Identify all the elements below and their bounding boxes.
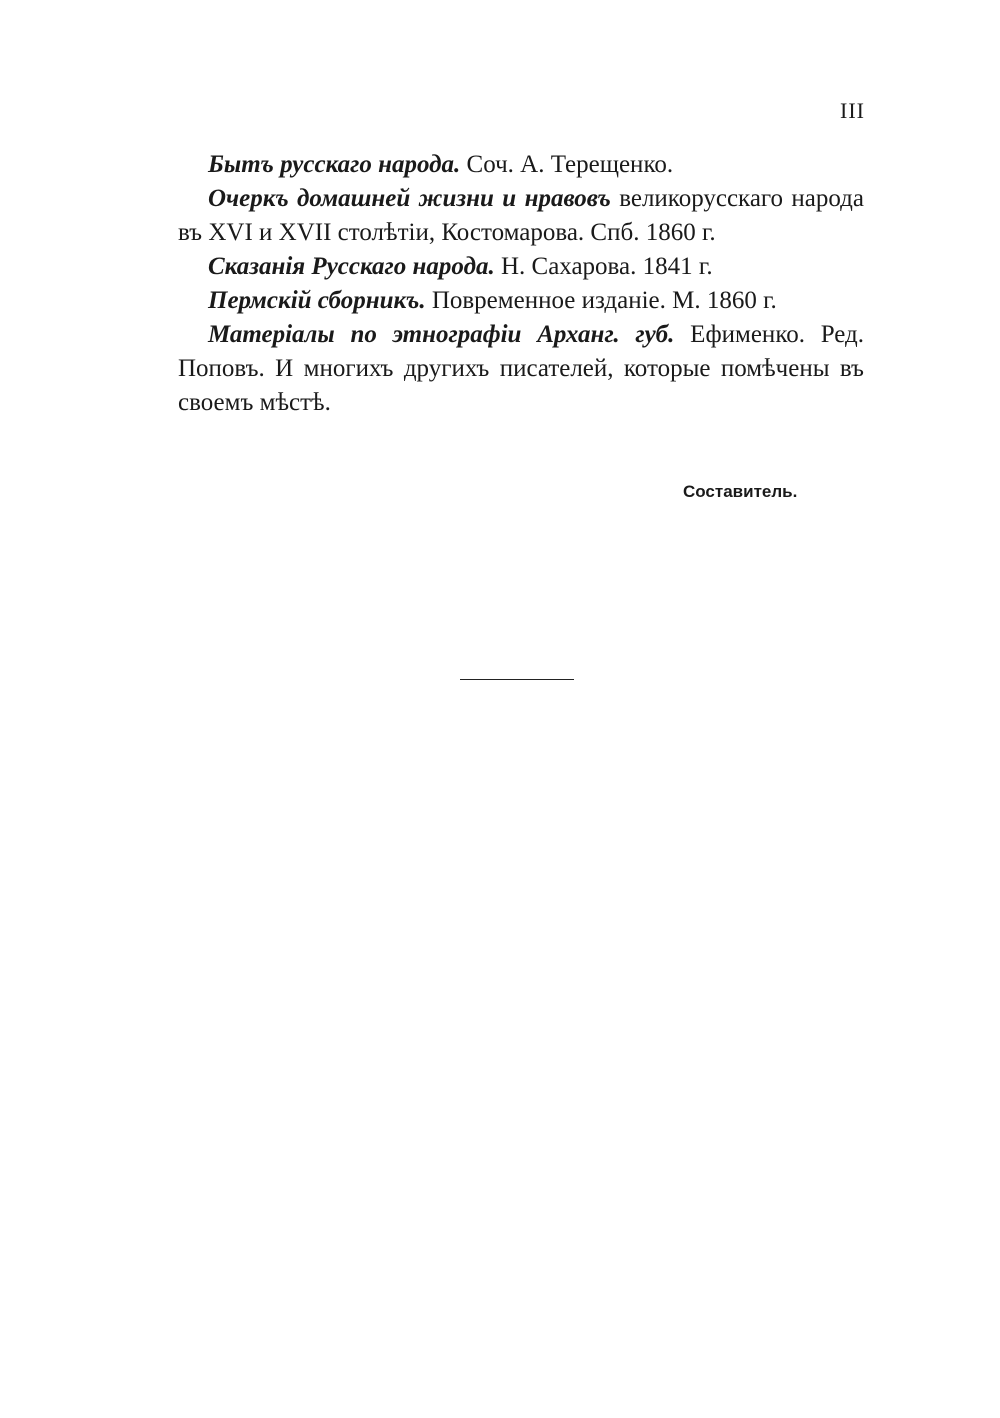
section-divider	[460, 679, 574, 680]
bibliography-entry	[178, 148, 864, 182]
entry-title: Пермскій сборникъ.	[208, 287, 426, 314]
signature: Составитель.	[683, 482, 798, 501]
bibliography-entry	[178, 182, 864, 250]
entry-title: Матеріалы по этнографіи Арханг. губ.	[208, 321, 675, 348]
bibliography-list	[178, 148, 864, 420]
page-number: III	[840, 98, 865, 123]
bibliography-entry	[178, 284, 864, 318]
entry-details: Повременное изданіе. М. 1860 г.	[431, 287, 777, 314]
entry-title: Очеркъ домашней жизни и нравовъ	[208, 185, 611, 212]
entry-details: Н. Сахарова. 1841 г.	[500, 253, 713, 280]
bibliography-entry	[178, 318, 864, 420]
entry-title: Бытъ русскаго народа.	[208, 151, 461, 178]
entry-details: Соч. А. Терещенко.	[466, 151, 674, 178]
entry-title: Сказанія Русскаго народа.	[208, 253, 495, 280]
entry-details: великорусскаго народа въ XVI и XVII столѣтіи, Костомарова. Спб. 1860 г.	[178, 185, 864, 246]
entry-details: Ефименко. Ред. Поповъ. И многихъ другихъ писателей, которые помѣчены въ своемъ мѣстѣ.	[178, 321, 865, 416]
bibliography-entry	[178, 250, 864, 284]
